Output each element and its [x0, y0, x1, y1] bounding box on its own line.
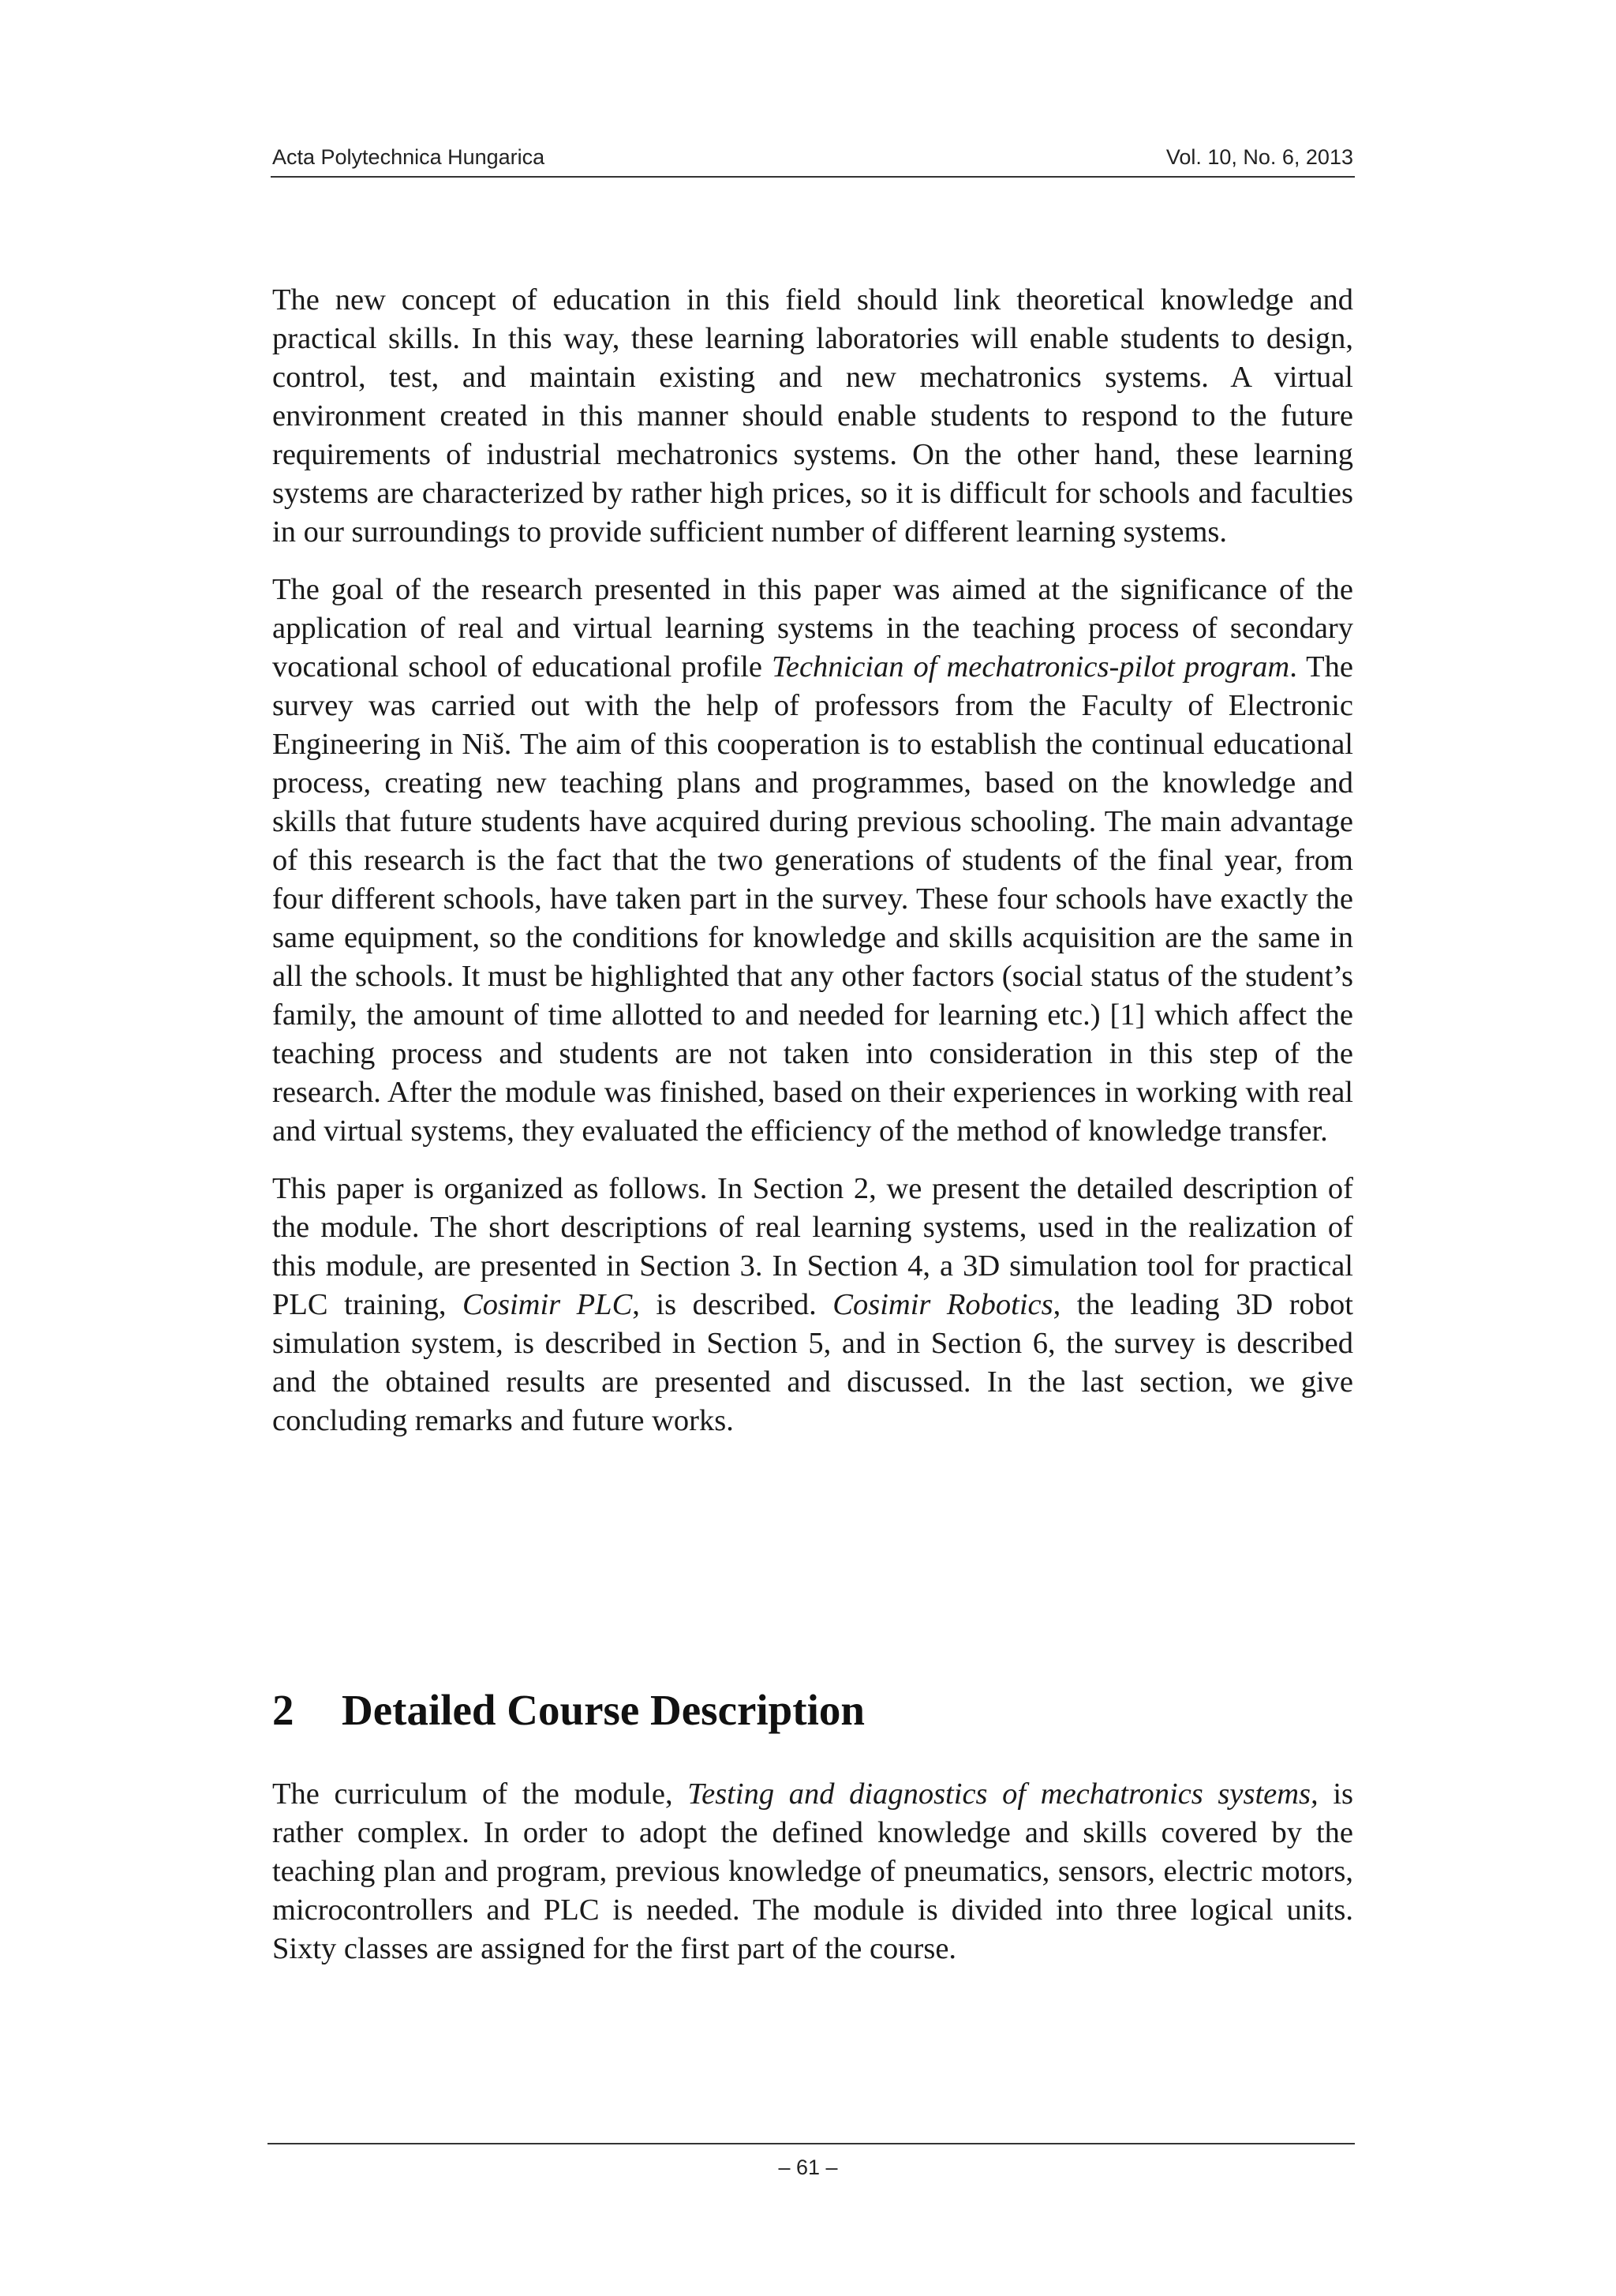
module-name: Testing and diagnostics of mechatronics systems,: [687, 1777, 1319, 1811]
paragraph-3-text-b: , is described.: [632, 1288, 833, 1321]
section-heading: [272, 1683, 1353, 1738]
section-paragraph-text-a: The curriculum of the module,: [272, 1777, 688, 1811]
footer-rule: [267, 2143, 1355, 2144]
paragraph-2-text-b: . The survey was carried out with the help of professors from the Faculty of Electronic Engineering in Niš. The aim of this cooperation is to establish the continual educational process, creating new teaching plans and programmes, based on the knowledge and skills that future students have acquired during previous schooling. The main advantage of this research is the fact that the two generations of students of the final year, from four different schools, have taken part in the survey. These four schools have exactly the same equipment, so the conditions for knowledge and skills acquisition are the same in all the schools. It must be highlighted that any other factors (social status of the student’s family, the amount of time allotted to and needed for learning etc.) [1] which affect the teaching process and students are not taken into consideration in this step of the research. After the module was finished, based on their experiences in working with real and virtual systems, they evaluated the efficiency of the method of knowledge transfer.: [272, 650, 1353, 1148]
cosimir-robotics: Cosimir Robotics: [832, 1288, 1053, 1321]
paragraph-3: [272, 1170, 1353, 1440]
paragraph-1: [272, 281, 1353, 552]
paragraph-3-text-c: , the leading 3D robot simulation system, is described in Section 5, and in Section 6, the survey is described and the obtained results are presented and discussed. In the last section, we give concluding remarks and future works.: [272, 1288, 1354, 1437]
paragraph-2-text-a: The goal of the research presented in this paper was aimed at the significance of the application of real and virtual learning systems in the teaching process of secondary vocational school of educational profile: [272, 573, 1353, 684]
program-name: Technician of mechatronics-pilot program: [771, 650, 1290, 684]
section-paragraph-text-b: is rather complex. In order to adopt the defined knowledge and skills covered by the teaching plan and program, previous knowledge of pneumatics, sensors, electric motors, microcontrollers and PLC is needed. The module is divided into three logical units. Sixty classes are assigned for the first part of the course.: [272, 1777, 1354, 1965]
paragraph-1-text: The new concept of education in this field should link theoretical knowledge and practical skills. In this way, these learning laboratories will enable students to design, control, test, and maintain existing and new mechatronics systems. A virtual environment created in this manner should enable students to respond to the future requirements of industrial mechatronics systems. On the other hand, these learning systems are characterized by rather high prices, so it is difficult for schools and faculties in our surroundings to provide sufficient number of different learning systems.: [272, 283, 1353, 549]
section-body: [272, 1775, 1353, 1968]
section-title: Detailed Course Description: [342, 1686, 865, 1734]
volume-info: Vol. 10, No. 6, 2013: [1165, 145, 1353, 169]
running-header: [272, 144, 1353, 170]
journal-name: Acta Polytechnica Hungarica: [272, 145, 545, 169]
section-paragraph: [272, 1775, 1353, 1968]
paragraph-3-text-a: This paper is organized as follows. In Section 2, we present the detailed description of the module. The short descriptions of real learning systems, used in the realization of this module, are presented in Section 3. In Section 4, a 3D simulation tool for practical PLC training,: [272, 1172, 1353, 1321]
cosimir-plc: Cosimir PLC: [462, 1288, 633, 1321]
page-number: – 61 –: [778, 2156, 838, 2179]
header-rule: [271, 176, 1355, 178]
body-text: [272, 281, 1353, 1459]
paragraph-2: [272, 571, 1353, 1151]
section-number: 2: [272, 1686, 294, 1734]
